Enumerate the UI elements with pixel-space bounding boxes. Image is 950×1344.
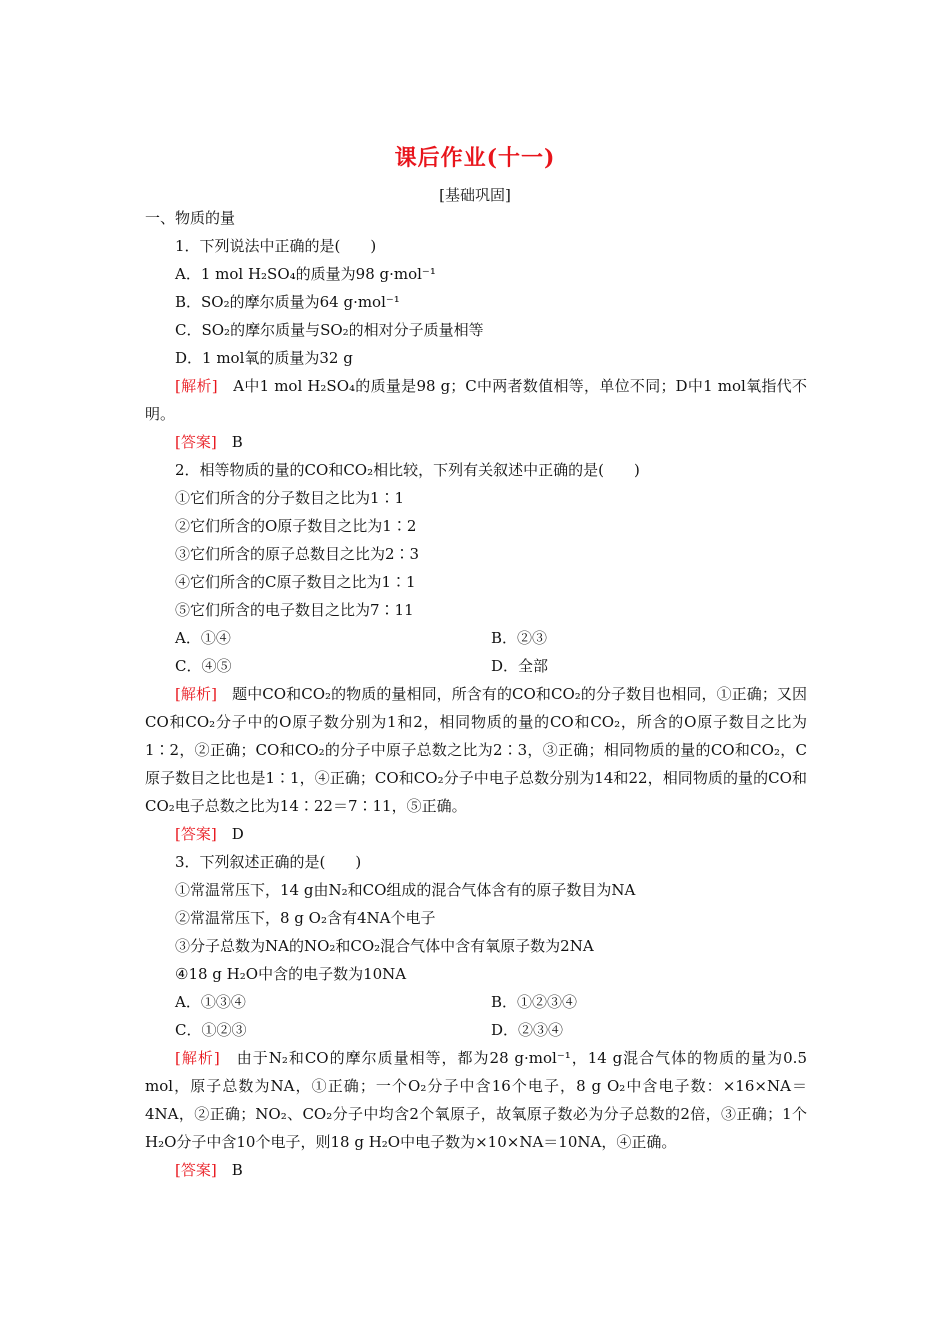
question-2-option-d: D．全部 — [491, 657, 549, 675]
question-3-statement-4: ④18 g H₂O中含的电子数为10NA — [175, 965, 407, 983]
analysis-tag: [解析] — [175, 377, 218, 395]
document-body — [145, 204, 807, 1184]
question-2-statement-2: ②它们所含的O原子数目之比为1∶2 — [175, 517, 417, 535]
answer-tag: [答案] — [175, 1161, 217, 1179]
question-3-option-b: B．①②③④ — [491, 993, 578, 1011]
question-1-analysis — [145, 372, 807, 428]
question-2-option-b: B．②③ — [491, 629, 548, 647]
analysis-text: 由于N₂和CO的摩尔质量相等，都为28 g·mol⁻¹，14 g混合气体的物质的量为0.5 mol，原子总数为NA，①正确；一个O₂分子中含16个电子，8 g O₂中含电子数：×16×NA＝4NA，②正确；NO₂、CO₂分子中均含2个氧原子，故氧原子数必为分子总数的2倍，③正确；1个H₂O分子中含10个电子，则18 g H₂O中电子数为×10×NA＝10NA，④正确。 — [145, 1049, 807, 1151]
question-3-statement-1: ①常温常压下，14 g由N₂和CO组成的混合气体含有的原子数目为NA — [175, 881, 636, 899]
answer-value: B — [231, 433, 243, 451]
answer-value: B — [231, 1161, 243, 1179]
question-2-statement-5: ⑤它们所含的电子数目之比为7∶11 — [175, 601, 414, 619]
question-2-statement-4: ④它们所含的C原子数目之比为1∶1 — [175, 573, 416, 591]
question-1-option-a: A．1 mol H₂SO₄的质量为98 g·mol⁻¹ — [175, 265, 436, 283]
section-title: 一、物质的量 — [145, 209, 236, 227]
question-3-statement-2: ②常温常压下，8 g O₂含有4NA个电子 — [175, 909, 436, 927]
analysis-text: A中1 mol H₂SO₄的质量是98 g；C中两者数值相等，单位不同；D中1 mol氧指代不明。 — [145, 377, 807, 423]
question-2-option-a: A．①④ — [175, 629, 231, 647]
question-2-statement-1: ①它们所含的分子数目之比为1∶1 — [175, 489, 405, 507]
analysis-tag: [解析] — [175, 1049, 220, 1067]
question-1-answer — [145, 428, 807, 456]
question-1-option-d: D．1 mol氧的质量为32 g — [175, 349, 353, 367]
question-3-option-c: C．①②③ — [175, 1021, 247, 1039]
question-3-stem: 3．下列叙述正确的是( ) — [175, 853, 362, 871]
question-3-analysis — [145, 1044, 807, 1156]
question-3-statement-3: ③分子总数为NA的NO₂和CO₂混合气体中含有氧原子数为2NA — [175, 937, 594, 955]
question-1-stem: 1．下列说法中正确的是( ) — [175, 237, 377, 255]
question-3-option-a: A．①③④ — [175, 993, 246, 1011]
question-1-option-b: B．SO₂的摩尔质量为64 g·mol⁻¹ — [175, 293, 400, 311]
question-2-options-row-1 — [145, 624, 807, 652]
question-3-options-row-1 — [145, 988, 807, 1016]
answer-tag: [答案] — [175, 433, 217, 451]
question-2-stem: 2．相等物质的量的CO和CO₂相比较，下列有关叙述中正确的是( ) — [175, 461, 640, 479]
answer-tag: [答案] — [175, 825, 217, 843]
question-3-answer — [145, 1156, 807, 1184]
analysis-text: 题中CO和CO₂的物质的量相同，所含有的CO和CO₂的分子数目也相同，①正确；又因CO和CO₂分子中的O原子数分别为1和2，相同物质的量的CO和CO₂，所含的O原子数目之比为1∶2，②正确；CO和CO₂的分子中原子总数之比为2∶3，③正确；相同物质的量的CO和CO₂，C原子数目之比也是1∶1，④正确；CO和CO₂分子中电子总数分别为14和22，相同物质的量的CO和CO₂电子总数之比为14∶22＝7∶11，⑤正确。 — [145, 685, 807, 815]
question-2-answer — [145, 820, 807, 848]
question-2-option-c: C．④⑤ — [175, 657, 232, 675]
page-title: 课后作业(十一) — [394, 145, 556, 171]
question-2-statement-3: ③它们所含的原子总数目之比为2∶3 — [175, 545, 420, 563]
question-2-options-row-2 — [145, 652, 807, 680]
answer-value: D — [231, 825, 244, 843]
question-3-options-row-2 — [145, 1016, 807, 1044]
question-2-analysis — [145, 680, 807, 820]
question-3-option-d: D．②③④ — [491, 1021, 564, 1039]
section-heading: [基础巩固] — [439, 186, 511, 204]
analysis-tag: [解析] — [175, 685, 217, 703]
question-1-option-c: C．SO₂的摩尔质量与SO₂的相对分子质量相等 — [175, 321, 484, 339]
